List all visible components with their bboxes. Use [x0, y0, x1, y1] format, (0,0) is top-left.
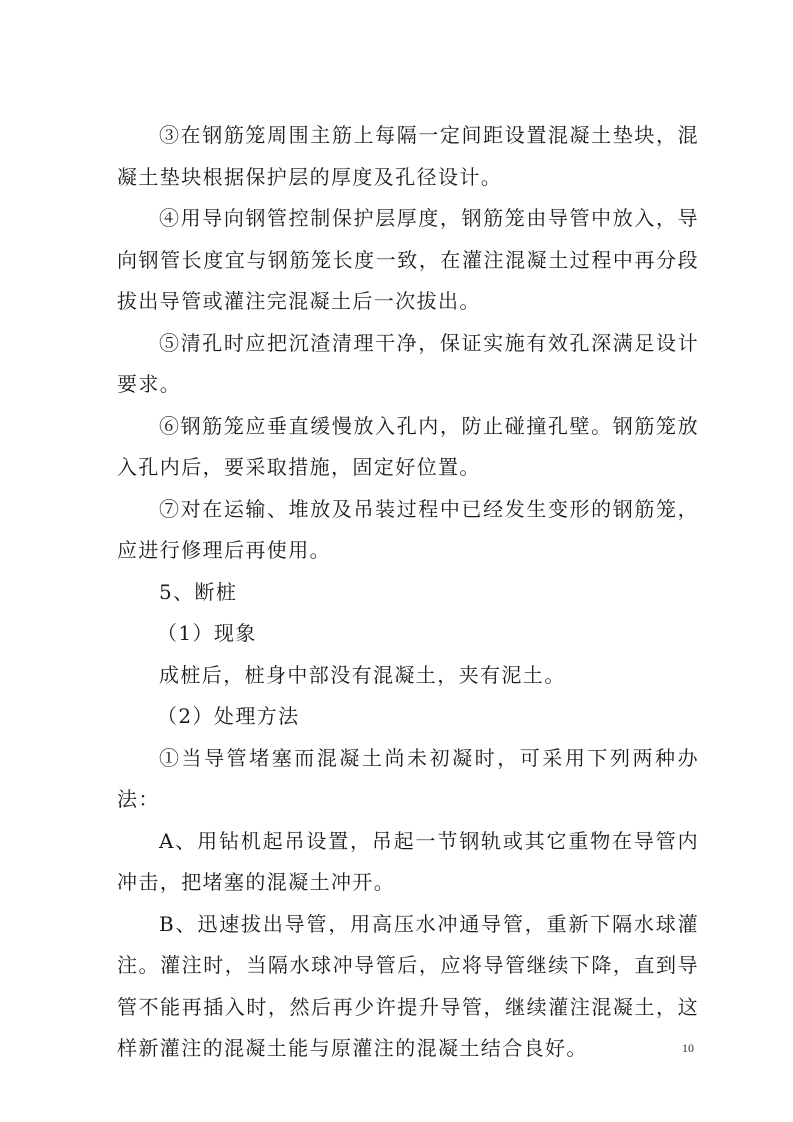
- document-body: [117, 115, 699, 1070]
- paragraph-step-5: ⑤清孔时应把沉渣清理干净，保证实施有效孔深满足设计要求。: [117, 330, 699, 396]
- paragraph-treatment-1: ①当导管堵塞而混凝土尚未初凝时，可采用下列两种办法：: [117, 745, 699, 811]
- section-heading-broken-pile: 5、断桩: [159, 579, 238, 604]
- paragraph-phenomenon: 成桩后，桩身中部没有混凝土，夹有泥土。: [159, 662, 566, 687]
- paragraph-step-4: ④用导向钢管控制保护层厚度，钢筋笼由导管中放入，导向钢管长度宜与钢筋笼长度一致，在灌注混凝土过程中再分段拔出导管或灌注完混凝土后一次拔出。: [117, 206, 699, 313]
- paragraph-step-3: ③在钢筋笼周围主筋上每隔一定间距设置混凝土垫块，混凝土垫块根据保护层的厚度及孔径设计。: [117, 123, 699, 189]
- page-number: 10: [682, 1041, 694, 1055]
- subheading-phenomenon: （1）现象: [157, 621, 257, 645]
- paragraph-step-7: ⑦对在运输、堆放及吊装过程中已经发生变形的钢筋笼，应进行修理后再使用。: [117, 496, 699, 562]
- paragraph-method-a: A、用钻机起吊设置，吊起一节钢轨或其它重物在导管内冲击，把堵塞的混凝土冲开。: [117, 828, 699, 894]
- subheading-treatment: （2）处理方法: [157, 704, 300, 728]
- paragraph-step-6: ⑥钢筋笼应垂直缓慢放入孔内，防止碰撞孔壁。钢筋笼放入孔内后，要采取措施，固定好位置。: [117, 413, 699, 479]
- paragraph-method-b: B、迅速拔出导管，用高压水冲通导管，重新下隔水球灌注。灌注时，当隔水球冲导管后，应将导管继续下降，直到导管不能再插入时，然后再少许提升导管，继续灌注混凝土，这样新灌注的混凝土能与原灌注的混凝土结合良好。: [117, 911, 699, 1060]
